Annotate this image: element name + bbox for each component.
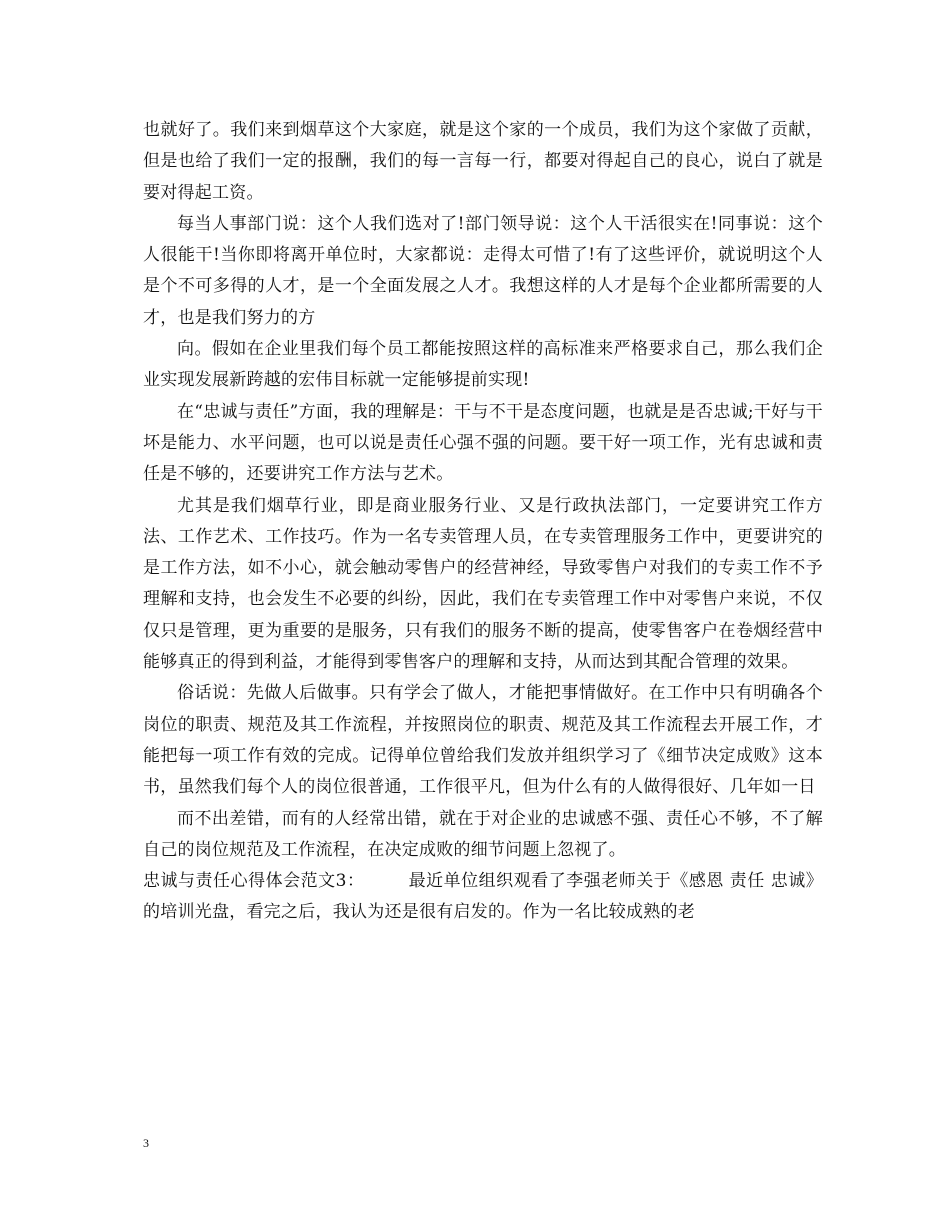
- document-body: [143, 115, 823, 929]
- paragraph-3: 向。假如在企业里我们每个员工都能按照这样的高标准来严格要求自己，那么我们企业实现发展新跨越的宏伟目标就一定能够提前实现!: [143, 339, 823, 391]
- paragraph-1: 也就好了。我们来到烟草这个大家庭，就是这个家的一个成员，我们为这个家做了贡献，但是也给了我们一定的报酬，我们的每一言每一行，都要对得起自己的良心，说白了就是要对得起工资。: [143, 120, 823, 203]
- paragraph-5: 尤其是我们烟草行业，即是商业服务行业、又是行政执法部门，一定要讲究工作方法、工作艺术、工作技巧。作为一名专卖管理人员，在专卖管理服务工作中，更要讲究的是工作方法，如不小心，就会触动零售户的经营神经，导致零售户对我们的专卖工作不予理解和支持，也会发生不必要的纠纷，因此，我们在专卖管理工作中对零售户来说，不仅仅只是管理，更为重要的是服务，只有我们的服务不断的提高，使零售客户在卷烟经营中能够真正的得到利益，才能得到零售客户的理解和支持，从而达到其配合管理的效果。: [143, 495, 823, 673]
- paragraph-2: 每当人事部门说：这个人我们选对了!部门领导说：这个人干活很实在!同事说：这个人很能干!当你即将离开单位时，大家都说：走得太可惜了!有了这些评价，就说明这个人是个不可多得的人才，是一个全面发展之人才。我想这样的人才是每个企业都所需要的人才，也是我们努力的方: [143, 213, 823, 328]
- page-number: 3: [143, 1136, 149, 1150]
- paragraph-4: 在“忠诚与责任”方面，我的理解是：干与不干是态度问题，也就是是否忠诚;干好与干坏是能力、水平问题，也可以说是责任心强不强的问题。要干好一项工作，光有忠诚和责任是不够的，还要讲究工作方法与艺术。: [143, 401, 823, 485]
- paragraph-8: 忠诚与责任心得体会范文3： 最近单位组织观看了李强老师关于《感恩 责任 忠诚》的培训光盘，看完之后，我认为还是很有启发的。作为一名比较成熟的老: [143, 871, 823, 923]
- paragraph-7: 而不出差错，而有的人经常出错，就在于对企业的忠诚感不强、责任心不够，不了解自己的岗位规范及工作流程，在决定成败的细节问题上忽视了。: [143, 808, 823, 860]
- paragraph-6: 俗话说：先做人后做事。只有学会了做人，才能把事情做好。在工作中只有明确各个岗位的职责、规范及其工作流程，并按照岗位的职责、规范及其工作流程去开展工作，才能把每一项工作有效的完成。记得单位曾给我们发放并组织学习了《细节决定成败》这本书，虽然我们每个人的岗位很普通，工作很平凡，但为什么有的人做得很好、几年如一日: [143, 683, 823, 798]
